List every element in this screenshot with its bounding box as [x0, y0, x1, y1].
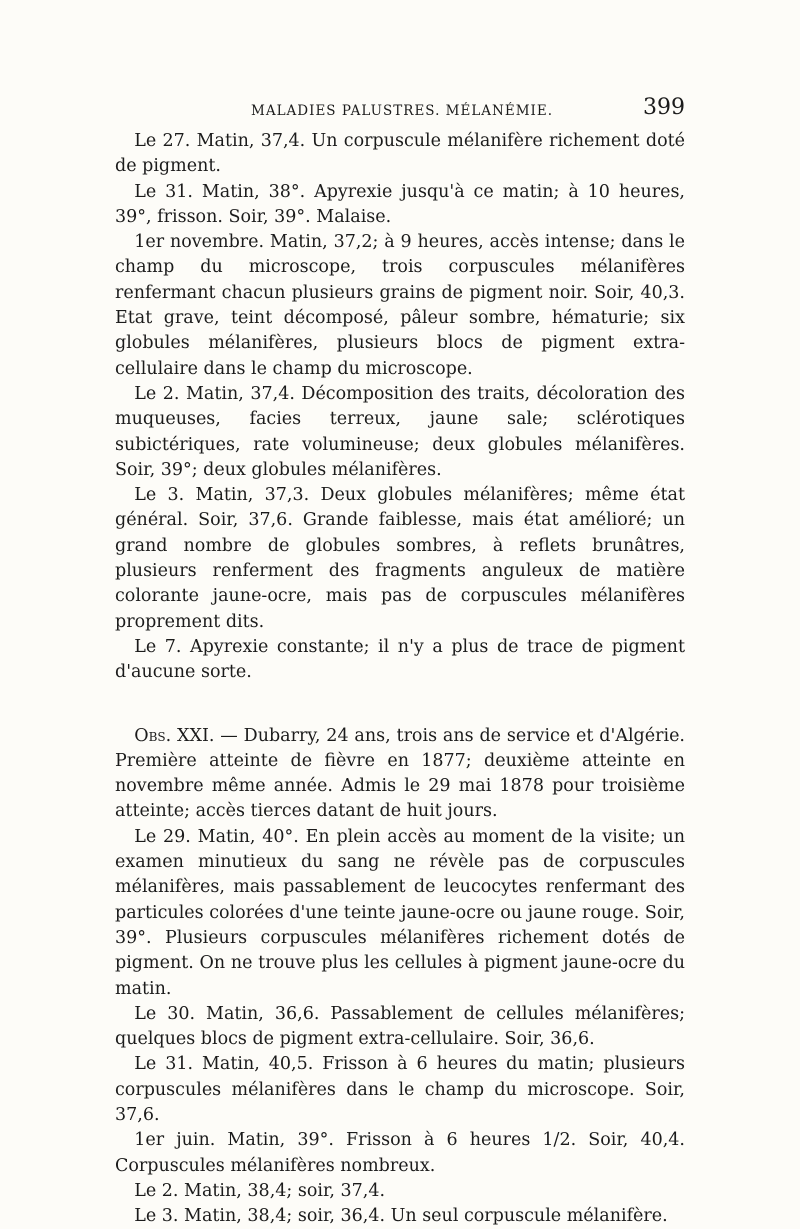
paragraph: Le 31. Matin, 40,5. Frisson à 6 heures du matin; plusieurs corpuscules mélanifères dans le champ du microscope. Soir, 37,6. — [115, 1054, 685, 1125]
book-page — [115, 95, 685, 1229]
paragraph: 1er novembre. Matin, 37,2; à 9 heures, accès intense; dans le champ du microscope, trois corpuscules mélanifères renfermant chacun plusieurs grains de pigment noir. Soir, 40,3. Etat grave, teint décomposé, pâleur sombre, hématurie; six globules mélanifères, plusieurs blocs de pigment extra-cellulaire dans le champ du microscope. — [115, 232, 685, 379]
observation-paragraph — [115, 724, 685, 825]
running-title: MALADIES PALUSTRES. MÉLANÉMIE. — [251, 103, 554, 119]
paragraph: Le 2. Matin, 37,4. Décomposition des traits, décoloration des muqueuses, facies terreux, jaune sale; sclérotiques subictériques, rate volumineuse; deux globules mélanifères. Soir, 39°; deux globules mélanifères. — [115, 383, 685, 480]
observation-label: Obs. XXI. — [134, 725, 215, 746]
text-block-after — [115, 825, 685, 1229]
text-block-before — [115, 129, 685, 686]
paragraph: Le 29. Matin, 40°. En plein accès au moment de la visite; un examen minutieux du sang ne révèle pas de corpuscules mélanifères, mais passablement de leucocytes renfermant des particules colorées d'une teinte jaune-ocre ou jaune rouge. Soir, 39°. Plusieurs corpuscules mélanifères richement dotés de pigment. On ne trouve plus les cellules à pigment jaune-ocre du matin. — [115, 826, 685, 999]
page-number: 399 — [643, 95, 685, 120]
running-head — [115, 95, 685, 129]
paragraph: Le 3. Matin, 38,4; soir, 36,4. Un seul corpuscule mélanifère. — [134, 1206, 668, 1227]
paragraph: Le 7. Apyrexie constante; il n'y a plus de trace de pigment d'aucune sorte. — [115, 636, 685, 683]
paragraph: Le 31. Matin, 38°. Apyrexie jusqu'à ce matin; à 10 heures, 39°, frisson. Soir, 39°. Malaise. — [115, 181, 685, 227]
paragraph: Le 2. Matin, 38,4; soir, 37,4. — [134, 1180, 386, 1201]
observation-text: — Dubarry, 24 ans, trois ans de service et d'Algérie. Première atteinte de fièvre en 1877; deuxième atteinte en novembre même année. Admis le 29 mai 1878 pour troisième atteinte; accès tierces datant de huit jours. — [115, 725, 685, 822]
paragraph: 1er juin. Matin, 39°. Frisson à 6 heures 1/2. Soir, 40,4. Corpuscules mélanifères nombreux. — [115, 1130, 685, 1176]
paragraph: Le 27. Matin, 37,4. Un corpuscule mélanifère richement doté de pigment. — [115, 131, 685, 177]
paragraph: Le 3. Matin, 37,3. Deux globules mélanifères; même état général. Soir, 37,6. Grande faiblesse, mais état amélioré; un grand nombre de globules sombres, à reflets brunâtres, plusieurs renferment des fragments anguleux de matière colorante jaune-ocre, mais pas de corpuscules mélanifères proprement dits. — [115, 485, 685, 632]
paragraph: Le 30. Matin, 36,6. Passablement de cellules mélanifères; quelques blocs de pigment extra-cellulaire. Soir, 36,6. — [115, 1003, 685, 1050]
